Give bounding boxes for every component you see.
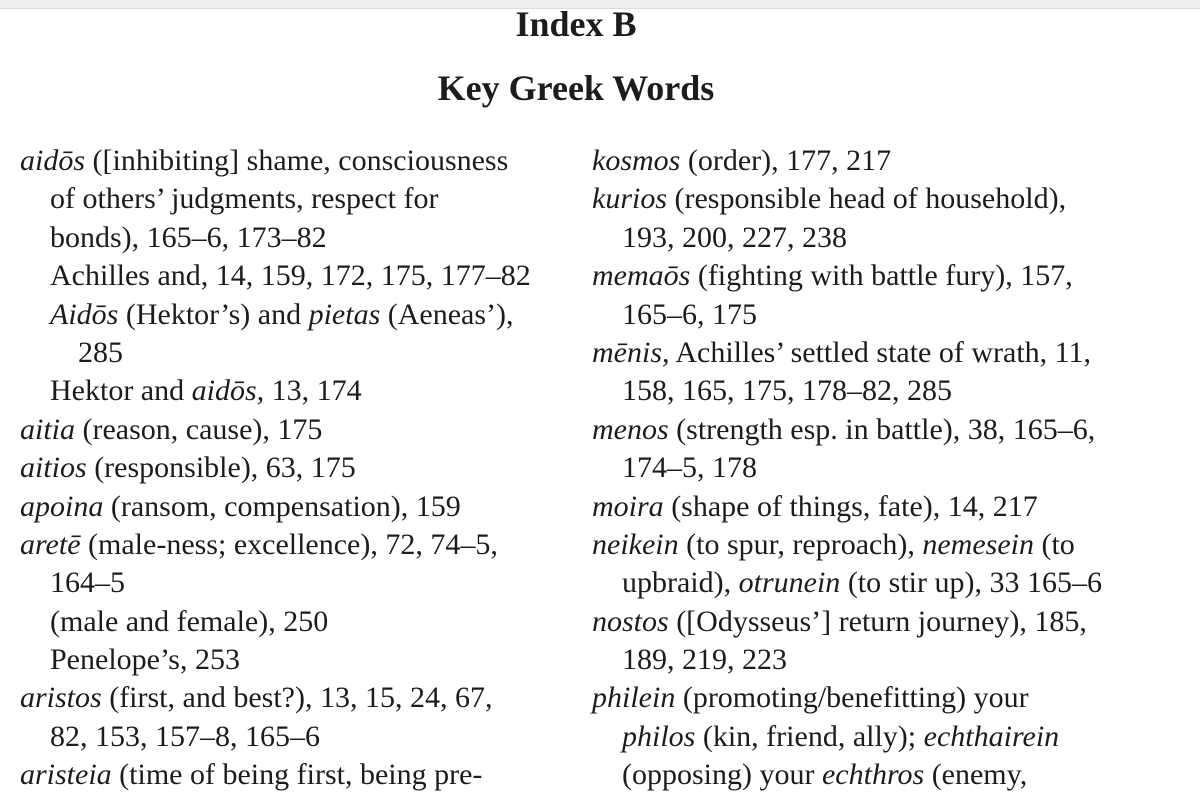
index-subtitle: Key Greek Words — [437, 68, 715, 108]
entry-text: Hektor and — [50, 374, 192, 408]
greek-term: moira — [592, 489, 664, 523]
greek-term: nemesein — [922, 527, 1034, 561]
index-entry-line — [592, 526, 1102, 564]
greek-term: apoina — [20, 489, 104, 523]
index-entry-line — [592, 756, 1102, 794]
greek-term: mēnis, — [592, 335, 670, 369]
greek-term: memaōs — [592, 259, 691, 293]
index-entry-line — [20, 756, 531, 794]
entry-text: 13, 174 — [264, 374, 362, 408]
entry-text: (strength esp. in battle), 38, 165–6, — [668, 412, 1096, 446]
greek-term: nostos — [592, 604, 669, 638]
entry-text: (opposing) your — [622, 758, 822, 792]
entry-text: Achilles and, 14, 159, 172, 175, 177–82 — [50, 259, 531, 293]
entry-text: 189, 219, 223 — [622, 643, 787, 677]
index-entry-line — [592, 718, 1102, 756]
index-entry-line — [20, 564, 531, 602]
entry-text: 164–5 — [50, 566, 125, 600]
index-entry-line — [592, 257, 1102, 295]
index-entry-line — [20, 142, 531, 180]
entry-text: (reason, cause), 175 — [75, 412, 323, 446]
index-entry-line — [592, 679, 1102, 717]
greek-term: aitia — [20, 412, 76, 446]
greek-term: pietas — [308, 297, 381, 331]
entry-text: 193, 200, 227, 238 — [622, 220, 847, 254]
greek-term: menos — [592, 412, 669, 446]
index-subentry-line — [20, 296, 531, 334]
entry-text: (enemy, — [924, 758, 1028, 792]
index-entry-line — [20, 411, 531, 449]
left-column — [20, 142, 531, 795]
entry-text: (order), 177, 217 — [680, 144, 892, 177]
index-subentry-line — [20, 603, 531, 641]
greek-term: aristeia — [20, 758, 112, 792]
greek-term: neikein — [592, 527, 679, 561]
entry-text: (to stir up), 33 165–6 — [840, 566, 1102, 600]
entry-text: of others’ judgments, respect for — [50, 182, 439, 216]
entry-text: (kin, friend, ally); — [695, 719, 924, 753]
entry-text: 165–6, 175 — [622, 297, 757, 331]
entry-text: (time of being first, being pre- — [111, 758, 483, 792]
index-entry-line — [20, 679, 531, 717]
greek-term: aitios — [20, 451, 87, 485]
index-entry-line — [592, 372, 1102, 410]
greek-term: aidōs — [20, 144, 86, 177]
entry-text: (first, and best?), 13, 15, 24, 67, — [101, 681, 493, 715]
index-entry-line — [592, 334, 1102, 372]
greek-term: philein — [592, 681, 676, 715]
entry-text: (responsible head of household), — [667, 182, 1067, 216]
entry-text: (fighting with battle fury), 157, — [690, 259, 1073, 293]
entry-text: (Aeneas’), — [380, 297, 514, 331]
index-entry-line — [20, 526, 531, 564]
greek-term: otrunein — [738, 566, 841, 600]
right-column — [592, 142, 1102, 795]
entry-text: (to — [1033, 527, 1075, 561]
index-entry-line — [20, 488, 531, 526]
entry-text: ([inhibiting] shame, consciousness — [85, 144, 509, 177]
entry-text: upbraid), — [622, 566, 739, 600]
index-subentry-line — [20, 372, 531, 410]
entry-text: Achilles’ settled state of wrath, 11, — [669, 335, 1092, 369]
entry-text: (promoting/benefitting) your — [675, 681, 1029, 715]
index-entry-line — [20, 180, 531, 218]
greek-term: kurios — [592, 182, 667, 216]
greek-term: Aidōs — [50, 297, 119, 331]
entry-text: (ransom, compensation), 159 — [103, 489, 461, 523]
greek-term: aretē — [20, 527, 81, 561]
index-subentry-line — [20, 334, 531, 372]
index-entry-line — [592, 219, 1102, 257]
index-entry-line — [592, 142, 1102, 180]
index-entry-line — [592, 296, 1102, 334]
index-entry-line — [592, 411, 1102, 449]
index-title: Index B — [515, 4, 637, 44]
entry-text: (male and female), 250 — [50, 604, 329, 638]
index-entry-line — [592, 488, 1102, 526]
index-subentry-line — [20, 641, 531, 679]
entry-text: (male-ness; excellence), 72, 74–5, — [80, 527, 498, 561]
greek-term: philos — [622, 719, 696, 753]
index-subentry-line — [20, 257, 531, 295]
greek-term: echthairein — [923, 719, 1060, 753]
greek-term: aidōs, — [191, 374, 265, 408]
index-entry-line — [20, 219, 531, 257]
entry-text: 174–5, 178 — [622, 451, 757, 485]
greek-term: aristos — [20, 681, 102, 715]
index-entry-line — [20, 449, 531, 487]
entry-text: 158, 165, 175, 178–82, 285 — [622, 374, 952, 408]
index-entry-line — [20, 718, 531, 756]
entry-text: Penelope’s, 253 — [50, 643, 240, 677]
index-entry-line — [592, 641, 1102, 679]
entry-text: (Hektor’s) and — [118, 297, 309, 331]
entry-text: (responsible), 63, 175 — [86, 451, 356, 485]
entry-text: 82, 153, 157–8, 165–6 — [50, 719, 320, 753]
entry-text: 285 — [78, 335, 123, 369]
entry-text: (to spur, reproach), — [678, 527, 923, 561]
entry-text: bonds), 165–6, 173–82 — [50, 220, 327, 254]
entry-text: ([Odysseus’] return journey), 185, — [668, 604, 1087, 638]
index-entry-line — [592, 564, 1102, 602]
greek-term: echthros — [821, 758, 925, 792]
entry-text: (shape of things, fate), 14, 217 — [663, 489, 1038, 523]
index-entry-line — [592, 180, 1102, 218]
greek-term: kosmos — [592, 144, 681, 177]
index-entry-line — [592, 449, 1102, 487]
index-entry-line — [592, 603, 1102, 641]
